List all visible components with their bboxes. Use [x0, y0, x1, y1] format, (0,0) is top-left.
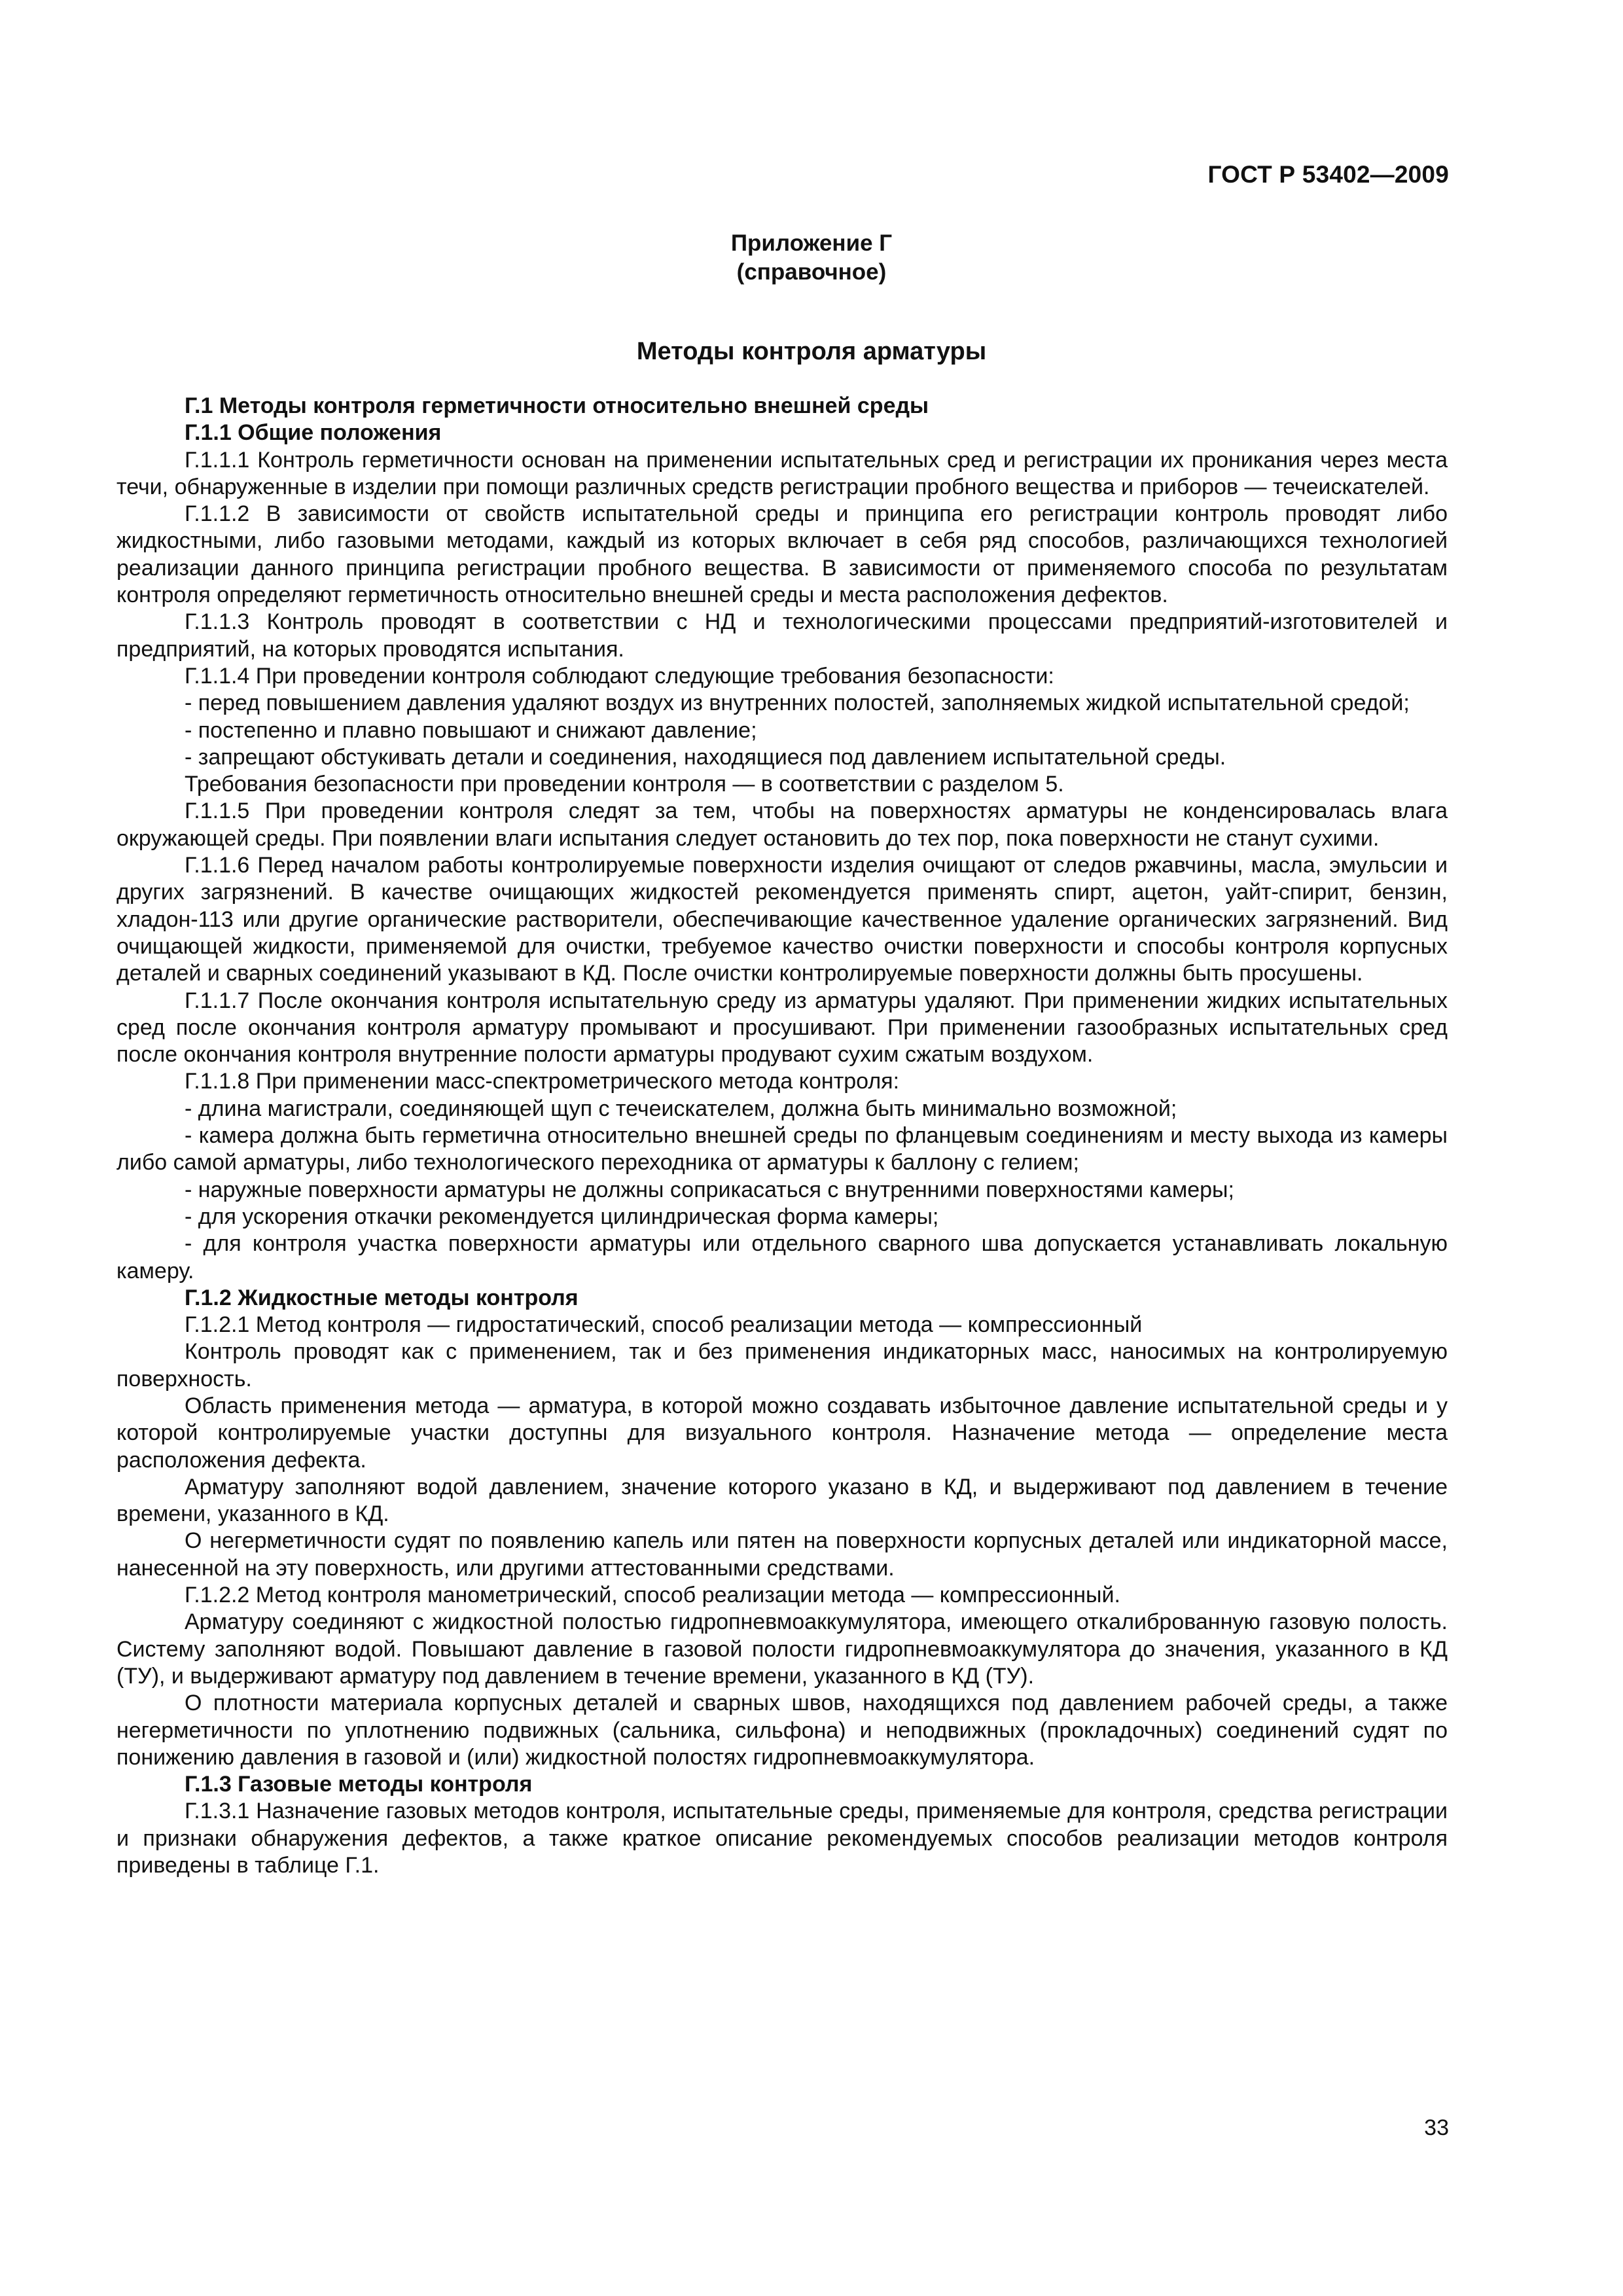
list-item: - постепенно и плавно повышают и снижают давление; [185, 717, 757, 743]
paragraph: Г.1.2.1 Метод контроля — гидростатический, способ реализации метода — компрессионный [185, 1312, 1143, 1338]
list-item: - для ускорения откачки рекомендуется цилиндрическая форма камеры; [185, 1204, 939, 1229]
paragraph: Требования безопасности при проведении контроля — в соответствии с разделом 5. [185, 772, 1064, 797]
list-item: - перед повышением давления удаляют воздух из внутренних полостей, заполняемых жидкой испытательной средой; [185, 691, 1410, 716]
paragraph: Г.1.1.7 После окончания контроля испытательную среду из арматуры удаляют. При применении жидких испытательных сред после окончания контроля арматуру промывают и просушивают. При применении газообразных испытательных сред после окончания контроля внутренние полости арматуры продувают сухим сжатым воздухом. [116, 988, 1448, 1067]
paragraph: О негерметичности судят по появлению капель или пятен на поверхности корпусных деталей или индикаторной массе, нанесенной на эту поверхность, или другими аттестованными средствами. [116, 1528, 1448, 1581]
list-item: - камера должна быть герметична относительно внешней среды по фланцевым соединениям и месту выхода из камеры либо самой арматуры, либо технологического переходника от арматуры к баллону с гелием; [116, 1123, 1448, 1175]
paragraph: Арматуру соединяют с жидкостной полостью гидропневмоаккумулятора, имеющего откалиброванную газовую полость. Систему заполняют водой. Повышают давление в газовой полости гидропневмоаккумулятора до значения, указанного в КД (ТУ), и выдерживают арматуру под давлением в течение времени, указанного в КД (ТУ). [116, 1609, 1448, 1689]
paragraph: Г.1.2.2 Метод контроля манометрический, способ реализации метода — компрессионный. [185, 1583, 1120, 1608]
paragraph: Г.1.1.3 Контроль проводят в соответствии с НД и технологическими процессами предприятий-изготовителей и предприятий, на которых проводятся испытания. [116, 609, 1448, 662]
paragraph: Г.1.1.4 При проведении контроля соблюдают следующие требования безопасности: [185, 663, 1054, 689]
standard-number: ГОСТ Р 53402—2009 [1207, 161, 1449, 188]
section-heading: Г.1.1 Общие положения [185, 420, 442, 446]
paragraph: Г.1.1.6 Перед началом работы контролируемые поверхности изделия очищают от следов ржавчины, масла, эмульсии и других загрязнений. В качестве очищающих жидкостей рекомендуется применять спирт, ацетон, уайт-спирит, бензин, хладон-113 или другие органические растворители, обеспечивающие качественное удаление органических загрязнений. Вид очищающей жидкости, применяемой для очистки, требуемое качество очистки поверхности и способы контроля корпусных деталей и сварных соединений указывают в КД. После очистки контролируемые поверхности должны быть просушены. [116, 853, 1448, 986]
section-heading: Г.1.2 Жидкостные методы контроля [185, 1285, 579, 1310]
paragraph: Г.1.3.1 Назначение газовых методов контроля, испытательные среды, применяемые для контроля, средства регистрации и признаки обнаружения дефектов, а также краткое описание рекомендуемых способов реализации методов контроля приведены в таблице Г.1. [116, 1799, 1448, 1878]
list-item: - наружные поверхности арматуры не должны соприкасаться с внутренними поверхностями камеры; [185, 1177, 1234, 1202]
list-item: - запрещают обстукивать детали и соединения, находящиеся под давлением испытательной среды. [185, 744, 1226, 770]
page-title: Методы контроля арматуры [636, 338, 987, 365]
paragraph: Область применения метода — арматура, в которой можно создавать избыточное давление испытательной среды и у которой контролируемые участки доступны для визуального контроля. Назначение метода — определение места расположения дефекта. [116, 1393, 1448, 1473]
paragraph: Г.1.1.1 Контроль герметичности основан на применении испытательных сред и регистрации их проникания через места течи, обнаруженные в изделии при помощи различных средств регистрации пробного вещества и приборов — течеискателей. [116, 447, 1448, 499]
annex-heading [0, 229, 1623, 287]
annex-title: Приложение Г [730, 230, 893, 256]
section-heading: Г.1 Методы контроля герметичности относительно внешней среды [185, 393, 929, 418]
paragraph: Контроль проводят как с применением, так и без применения индикаторных масс, наносимых на контролируемую поверхность. [116, 1339, 1448, 1391]
paragraph: Г.1.1.8 При применении масс-спектрометрического метода контроля: [185, 1069, 900, 1094]
paragraph: О плотности материала корпусных деталей и сварных швов, находящихся под давлением рабочей среды, а также негерметичности по уплотнению подвижных (сальника, сильфона) и неподвижных (прокладочных) соединений судят по понижению давления в газовой и (или) жидкостной полостях гидропневмоаккумулятора. [116, 1691, 1448, 1770]
annex-subtitle: (справочное) [736, 259, 887, 285]
paragraph: Арматуру заполняют водой давлением, значение которого указано в КД, и выдерживают под давлением в течение времени, указанного в КД. [116, 1474, 1448, 1527]
list-item: - длина магистрали, соединяющей щуп с течеискателем, должна быть минимально возможной; [185, 1096, 1177, 1121]
list-item: - для контроля участка поверхности арматуры или отдельного сварного шва допускается устанавливать локальную камеру. [116, 1231, 1448, 1283]
section-heading: Г.1.3 Газовые методы контроля [185, 1772, 533, 1797]
document-body [116, 393, 1448, 1879]
paragraph: Г.1.1.5 При проведении контроля следят за тем, чтобы на поверхностях арматуры не конденсировалась влага окружающей среды. При появлении влаги испытания следует остановить до тех пор, пока поверхности не станут сухими. [116, 798, 1448, 851]
paragraph: Г.1.1.2 В зависимости от свойств испытательной среды и принципа его регистрации контроль проводят либо жидкостными, либо газовыми методами, каждый из которых включает в себя ряд способов, различающихся технологией реализации данного принципа регистрации пробного вещества. В зависимости от применяемого способа по результатам контроля определяют герметичность относительно внешней среды и места расположения дефектов. [116, 501, 1448, 608]
page-number: 33 [1424, 2115, 1449, 2140]
